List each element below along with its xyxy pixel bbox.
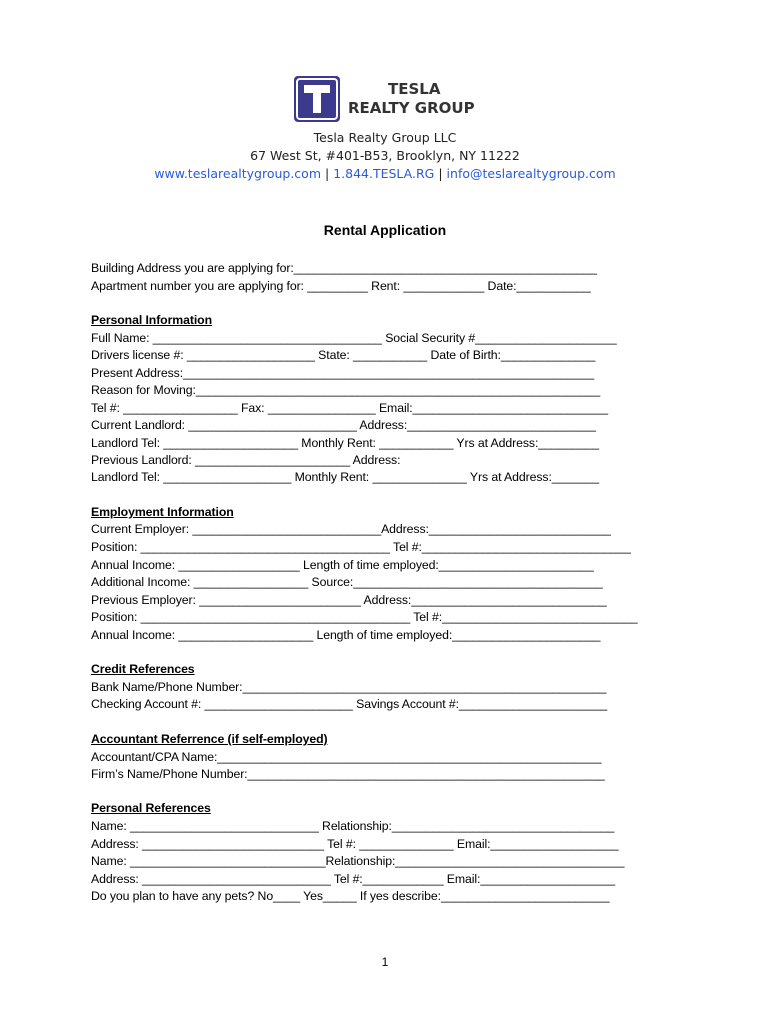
form-line: Landlord Tel: ___________________ Monthly Rent: ______________ Yrs at Address:_______ — [91, 470, 599, 484]
form-line: Bank Name/Phone Number:______________________________________________________ — [91, 680, 607, 694]
form-line: Building Address you are applying for:_____________________________________________ — [91, 261, 597, 275]
form-line: Current Employer: ____________________________Address:___________________________ — [91, 522, 611, 536]
form-line: Address: ___________________________ Tel #: ______________ Email:___________________ — [91, 837, 619, 851]
company-contact — [0, 166, 770, 181]
phone-link[interactable]: 1.844.TESLA.RG — [333, 166, 435, 181]
section-heading: Personal References — [91, 801, 211, 815]
logo-line1: TESLA — [388, 80, 441, 98]
email-link[interactable]: info@teslarealtygroup.com — [446, 166, 616, 181]
form-line: Drivers license #: ___________________ State: ___________ Date of Birth:______________ — [91, 348, 596, 362]
section-heading: Personal Information — [91, 313, 212, 327]
company-name: Tesla Realty Group LLC — [313, 130, 457, 145]
form-line: Landlord Tel: ____________________ Monthly Rent: ___________ Yrs at Address:_________ — [91, 436, 599, 450]
form-line: Apartment number you are applying for: _________ Rent: ____________ Date:___________ — [91, 279, 591, 293]
page-number: 1 — [381, 955, 389, 969]
form-line: Name: ____________________________ Relationship:_________________________________ — [91, 819, 615, 833]
form-line: Current Landlord: _________________________ Address:____________________________ — [91, 418, 596, 432]
form-line: Accountant/CPA Name:_________________________________________________________ — [91, 750, 602, 764]
form-line: Do you plan to have any pets? No____ Yes_____ If yes describe:_________________________ — [91, 889, 610, 903]
form-line: Annual Income: ____________________ Length of time employed:______________________ — [91, 628, 601, 642]
form-line: Position: _____________________________________ Tel #:_______________________________ — [91, 540, 631, 554]
section-heading: Accountant Referrence (if self-employed) — [91, 732, 328, 746]
form-line: Tel #: _________________ Fax: ________________ Email:_____________________________ — [91, 401, 608, 415]
logo-t-icon — [294, 76, 340, 122]
company-address: 67 West St, #401-B53, Brooklyn, NY 11222 — [250, 148, 520, 163]
logo-text — [348, 80, 475, 118]
section-heading: Employment Information — [91, 505, 234, 519]
form-line: Checking Account #: ______________________ Savings Account #:______________________ — [91, 697, 608, 711]
form-line: Previous Employer: ________________________ Address:_____________________________ — [91, 593, 607, 607]
document-title: Rental Application — [323, 222, 447, 238]
form-line: Present Address:_____________________________________________________________ — [91, 366, 595, 380]
form-line: Firm’s Name/Phone Number:_____________________________________________________ — [91, 767, 605, 781]
company-logo — [294, 76, 475, 122]
form-line: Position: ________________________________________ Tel #:_____________________________ — [91, 610, 638, 624]
form-line: Full Name: __________________________________ Social Security #_____________________ — [91, 331, 617, 345]
separator: | — [438, 166, 443, 181]
form-line: Address: ____________________________ Tel #:____________ Email:____________________ — [91, 872, 616, 886]
section-heading: Credit References — [91, 662, 195, 676]
form-line: Annual Income: __________________ Length of time employed:_______________________ — [91, 558, 594, 572]
form-line: Name: _____________________________Relationship:__________________________________ — [91, 854, 625, 868]
form-line: Previous Landlord: _______________________ Address: — [91, 453, 401, 467]
form-line: Reason for Moving:____________________________________________________________ — [91, 383, 601, 397]
separator: | — [325, 166, 330, 181]
logo-line2: REALTY GROUP — [348, 99, 475, 117]
website-link[interactable]: www.teslarealtygroup.com — [154, 166, 322, 181]
form-line: Additional Income: _________________ Source:_____________________________________ — [91, 575, 603, 589]
